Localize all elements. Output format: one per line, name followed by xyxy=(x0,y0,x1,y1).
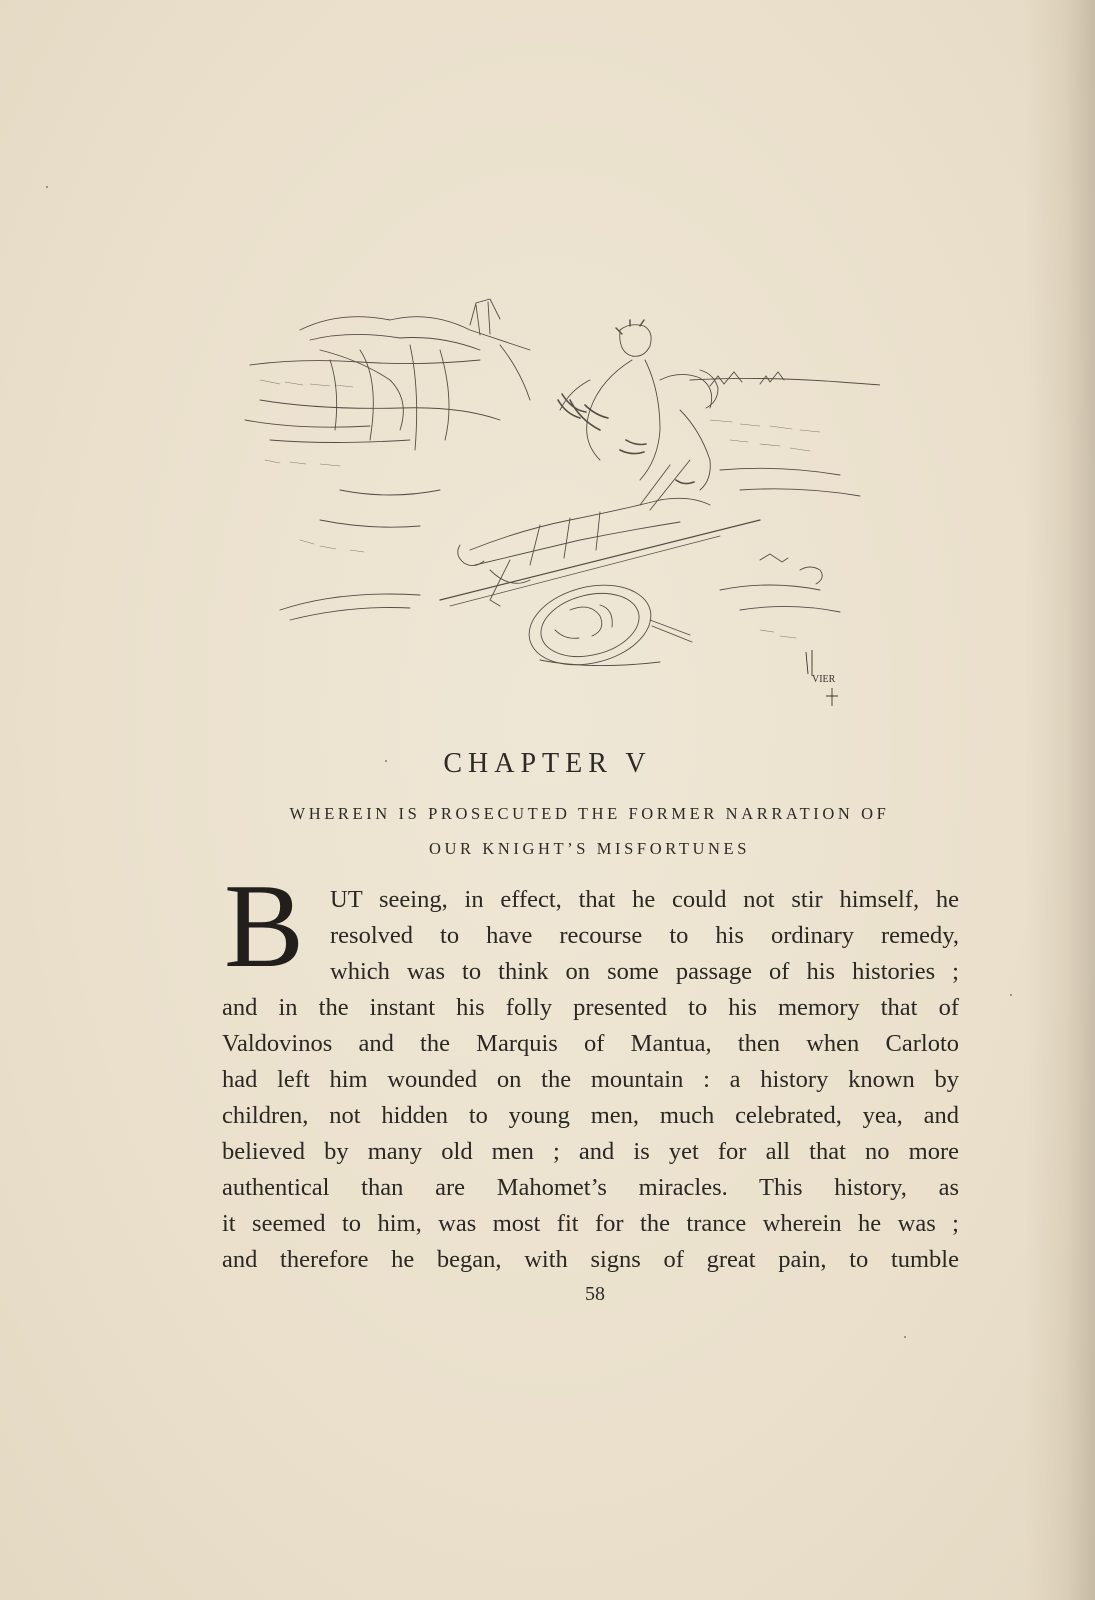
body-line: it seemed to him, was most fit for the trance wherein he was ; xyxy=(222,1210,959,1237)
body-line: had left him wounded on the mountain : a history known by xyxy=(222,1066,959,1093)
body-line: and therefore he began, with signs of great pain, to tumble xyxy=(222,1246,959,1273)
drop-cap: B xyxy=(224,859,305,992)
page-number: 58 xyxy=(585,1283,605,1305)
chapter-title: CHAPTER V xyxy=(443,748,652,779)
paper-speck xyxy=(385,760,387,762)
body-line: believed by many old men ; and is yet for all that no more xyxy=(222,1138,959,1165)
body-line: UT seeing, in effect, that he could not stir himself, he xyxy=(330,886,959,913)
illustration-signature: VIER xyxy=(812,674,836,685)
paper-speck xyxy=(1010,994,1012,996)
paper-speck xyxy=(904,1336,906,1338)
page-edge-shadow xyxy=(1025,0,1095,1600)
body-line: resolved to have recourse to his ordinary remedy, xyxy=(330,922,959,949)
body-text xyxy=(222,859,959,1278)
body-line: children, not hidden to young men, much celebrated, yea, and xyxy=(222,1102,959,1129)
chapter-subtitle-line1: WHEREIN IS PROSECUTED THE FORMER NARRATION OF xyxy=(289,804,890,823)
body-line: which was to think on some passage of his histories ; xyxy=(330,958,959,985)
paper-speck xyxy=(46,186,48,188)
chapter-subtitle-line2: OUR KNIGHT’S MISFORTUNES xyxy=(428,839,750,858)
body-line: authentical than are Mahomet’s miracles. This history, as xyxy=(222,1174,959,1201)
body-line: Valdovinos and the Marquis of Mantua, then when Carloto xyxy=(222,1030,959,1057)
fallen-knight-illustration-icon xyxy=(240,290,880,730)
body-line: and in the instant his folly presented to his memory that of xyxy=(222,994,959,1021)
